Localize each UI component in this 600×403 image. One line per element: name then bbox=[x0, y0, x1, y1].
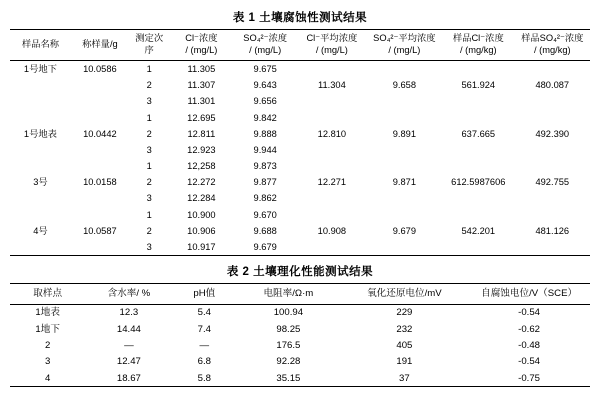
table2-row-cell: 232 bbox=[396, 323, 413, 335]
table1-row-cell: 9.842 bbox=[253, 112, 277, 123]
table1-row-cell: 1号地表 bbox=[23, 128, 57, 139]
table1-row-cell: 3 bbox=[146, 144, 152, 155]
table1-row-cell bbox=[71, 207, 129, 223]
table1-head bbox=[10, 30, 590, 61]
table1-row-cell bbox=[367, 94, 442, 110]
table2-row-cell: 7.4 bbox=[197, 323, 211, 335]
table2-head bbox=[10, 284, 590, 304]
table1-row-cell bbox=[71, 239, 129, 256]
table1-header-cell-2: 称样量/g bbox=[82, 38, 118, 49]
table1-row-cell bbox=[297, 110, 367, 126]
table2-row bbox=[10, 370, 590, 387]
table2-row-cell: 98.25 bbox=[276, 323, 301, 335]
table1-row-cell: 2 bbox=[146, 225, 152, 236]
table2-row-cell: 14.44 bbox=[116, 323, 141, 335]
table2-header-cell-3: pH值 bbox=[193, 288, 216, 300]
table1-row-cell bbox=[515, 158, 590, 174]
table1-row bbox=[10, 77, 590, 93]
table1-header-cell-9: 样品SO₄²⁻浓度 / (mg/kg) bbox=[521, 33, 584, 55]
table1-row-cell: 9.871 bbox=[392, 177, 416, 188]
table1-row bbox=[10, 191, 590, 207]
table1-row-cell bbox=[367, 142, 442, 158]
table2-row-cell: 1地下 bbox=[35, 323, 60, 335]
table2-header-cell-5: 氧化还原电位/mV bbox=[367, 288, 442, 300]
table1-row-cell bbox=[442, 110, 515, 126]
table1-row-cell: 9.670 bbox=[253, 209, 277, 220]
table1-row-cell bbox=[297, 142, 367, 158]
table1-row-cell bbox=[442, 142, 515, 158]
table1-row-cell bbox=[515, 110, 590, 126]
table2-row-cell: 5.8 bbox=[197, 372, 211, 384]
table1-row bbox=[10, 61, 590, 78]
table1-row-cell bbox=[10, 158, 71, 174]
table1-row-cell bbox=[10, 207, 71, 223]
table1-header-cell-8: 样品Cl⁻浓度 / (mg/kg) bbox=[452, 33, 504, 55]
table2-row-cell: 92.28 bbox=[276, 356, 301, 368]
table2-row-cell: 37 bbox=[399, 372, 410, 384]
table2-header-row bbox=[10, 284, 590, 304]
table1-row-cell bbox=[71, 94, 129, 110]
table1-row-cell: 2 bbox=[146, 80, 152, 91]
table1-row-cell bbox=[71, 191, 129, 207]
table1-row-cell bbox=[515, 94, 590, 110]
table1-row-cell: 1 bbox=[146, 63, 152, 74]
table1-row-cell: 2 bbox=[146, 177, 152, 188]
table1-row-cell: 9.862 bbox=[253, 193, 277, 204]
table1-row-cell bbox=[71, 110, 129, 126]
table1-row-cell bbox=[367, 239, 442, 256]
table1-row-cell bbox=[367, 191, 442, 207]
table2-row-cell: 12.47 bbox=[116, 356, 141, 368]
table1-row-cell bbox=[442, 191, 515, 207]
table1-row-cell: 9.888 bbox=[253, 128, 277, 139]
table1-row-cell: 11.307 bbox=[187, 80, 216, 91]
table2-header-cell-4: 电阻率/Ω·m bbox=[263, 288, 314, 300]
table1-row-cell bbox=[442, 239, 515, 256]
table1-row-cell: 1 bbox=[146, 161, 152, 172]
table2-title: 表 2 土壤理化性能测试结果 bbox=[226, 266, 374, 279]
table2-row-cell: 4 bbox=[45, 372, 51, 384]
table1-row-cell: 612.5987606 bbox=[451, 177, 506, 188]
table1-row-cell: 1 bbox=[146, 209, 152, 220]
table1-row bbox=[10, 175, 590, 191]
table1-row-cell: 9.679 bbox=[392, 225, 416, 236]
table1-header-cell-1: 样品名称 bbox=[21, 38, 60, 49]
table1-row bbox=[10, 110, 590, 126]
table1-row-cell bbox=[297, 158, 367, 174]
table1-row-cell: 492.755 bbox=[535, 177, 570, 188]
table2-row-cell: 35.15 bbox=[276, 372, 301, 384]
table1-row-cell bbox=[442, 207, 515, 223]
soil-physicochemical-results-table bbox=[10, 283, 590, 387]
table1-row-cell: 12.923 bbox=[187, 144, 216, 155]
table1-row-cell: 9.944 bbox=[253, 144, 277, 155]
table1-row-cell: 12.271 bbox=[317, 177, 347, 188]
table1-header-cell-6: Cl⁻平均浓度 / (mg/L) bbox=[306, 33, 358, 55]
table1-row-cell: 10.906 bbox=[187, 225, 216, 236]
table1-row bbox=[10, 142, 590, 158]
soil-corrosion-results-table bbox=[10, 29, 590, 256]
table1-header-cell-3: 测定次序 bbox=[135, 33, 164, 55]
table1-row-cell: 3 bbox=[146, 242, 152, 253]
table1-row-cell: 10.908 bbox=[317, 225, 347, 236]
table1-row-cell: 1 bbox=[146, 112, 152, 123]
table1-row-cell: 637.665 bbox=[461, 128, 496, 139]
table1-row-cell: 542.201 bbox=[461, 225, 496, 236]
table1-row-cell: 12.811 bbox=[187, 128, 216, 139]
table1-row-cell: 11.304 bbox=[318, 80, 346, 91]
table1-row bbox=[10, 223, 590, 239]
table1-row-cell bbox=[515, 142, 590, 158]
table2-row-cell: 191 bbox=[396, 356, 413, 368]
table1-row-cell: 480.087 bbox=[535, 80, 570, 91]
table2-row-cell: 5.4 bbox=[197, 307, 211, 319]
table1-header-cell-7: SO₄²⁻平均浓度 / (mg/L) bbox=[373, 33, 436, 55]
table1-row-cell bbox=[10, 110, 71, 126]
table1-row-cell bbox=[367, 110, 442, 126]
table1-row-cell: 9.873 bbox=[253, 161, 277, 172]
table2-row-cell: — bbox=[124, 339, 134, 351]
table2-row-cell: 18.67 bbox=[116, 372, 141, 384]
table1-row-cell: 12.695 bbox=[187, 112, 216, 123]
table1-row-cell bbox=[297, 207, 367, 223]
table1-row-cell: 492.390 bbox=[535, 128, 570, 139]
table2-row-cell: 176.5 bbox=[276, 339, 301, 351]
table2-row-cell: -0.62 bbox=[518, 323, 541, 335]
table1-row bbox=[10, 94, 590, 110]
table1-row-cell: 2 bbox=[146, 128, 152, 139]
table2-row bbox=[10, 321, 590, 337]
table1-row bbox=[10, 207, 590, 223]
table1-row-cell: 10.900 bbox=[187, 209, 216, 220]
table1-row-cell bbox=[297, 94, 367, 110]
table2-row-cell: 229 bbox=[396, 307, 413, 319]
table2-row-cell: — bbox=[199, 339, 210, 351]
table1-row-cell: 12.272 bbox=[187, 177, 216, 188]
table2-row bbox=[10, 354, 590, 370]
table1-row-cell: 561.924 bbox=[461, 80, 496, 91]
table1-row-cell: 12,258 bbox=[187, 161, 216, 172]
table2-header-cell-1: 取样点 bbox=[33, 288, 63, 300]
table2-row-cell: -0.54 bbox=[518, 356, 541, 368]
table1-row-cell: 9.877 bbox=[253, 177, 277, 188]
table2-row-cell: 100.94 bbox=[273, 307, 304, 319]
table1-row-cell bbox=[10, 142, 71, 158]
table1-row-cell bbox=[367, 207, 442, 223]
table1-row-cell bbox=[297, 239, 367, 256]
table1-row-cell: 11.305 bbox=[187, 63, 216, 74]
table2-row-cell: 3 bbox=[45, 356, 51, 368]
table1-row-cell: 9.675 bbox=[253, 63, 277, 74]
table1-row-cell bbox=[10, 239, 71, 256]
table1-row-cell: 481.126 bbox=[535, 225, 570, 236]
table1-row-cell: 10.917 bbox=[187, 242, 216, 253]
table1-row-cell bbox=[367, 158, 442, 174]
table2-header-cell-2: 含水率/ % bbox=[107, 288, 151, 300]
table2-row-cell: 2 bbox=[45, 339, 51, 351]
table1-title: 表 1 土壤腐蚀性测试结果 bbox=[232, 12, 368, 24]
table2-row bbox=[10, 304, 590, 321]
table1-row-cell: 10.0586 bbox=[83, 63, 117, 74]
table1-row-cell bbox=[71, 142, 129, 158]
table1-row-cell bbox=[442, 158, 515, 174]
table1-row-cell bbox=[515, 61, 590, 78]
table2-row-cell: -0.48 bbox=[518, 339, 541, 351]
table1-row-cell bbox=[442, 94, 515, 110]
table1-row-cell: 3 bbox=[146, 96, 152, 107]
table1-row-cell: 10.0442 bbox=[83, 128, 117, 139]
table1-row-cell bbox=[10, 77, 71, 93]
table1-row-cell: 11.301 bbox=[187, 96, 216, 107]
table1-row-cell bbox=[515, 191, 590, 207]
table1-row-cell: 12.284 bbox=[187, 193, 216, 204]
table1-body bbox=[10, 61, 590, 256]
table1-row-cell: 9.656 bbox=[253, 96, 277, 107]
table1-header-cell-5: SO₄²⁻浓度 / (mg/L) bbox=[243, 33, 288, 55]
table1-row-cell bbox=[71, 77, 129, 93]
table1-row-cell bbox=[10, 94, 71, 110]
table2-row bbox=[10, 337, 590, 353]
table1-row bbox=[10, 158, 590, 174]
table1-row-cell: 3号 bbox=[33, 177, 48, 188]
table2-row-cell: -0.54 bbox=[518, 307, 541, 319]
table1-row bbox=[10, 239, 590, 256]
table1-row-cell: 9.658 bbox=[392, 80, 416, 91]
table1-header-cell-4: Cl⁻浓度 / (mg/L) bbox=[185, 33, 218, 55]
table1-row-cell: 3 bbox=[146, 193, 152, 204]
table1-row-cell bbox=[442, 61, 515, 78]
table2-row-cell: 405 bbox=[396, 339, 413, 351]
table1-row-cell: 4号 bbox=[33, 225, 48, 236]
table1-row-cell: 9.891 bbox=[392, 128, 416, 139]
table1-row-cell bbox=[297, 191, 367, 207]
table1-row-cell: 9.688 bbox=[253, 225, 277, 236]
table1-row-cell: 12.810 bbox=[317, 128, 347, 139]
table1-row-cell: 9.643 bbox=[253, 80, 277, 91]
table1-header-row bbox=[10, 30, 590, 61]
table2-body bbox=[10, 304, 590, 387]
table1-row-cell: 1号地下 bbox=[23, 63, 57, 74]
table1-row-cell bbox=[515, 239, 590, 256]
table2-row-cell: 6.8 bbox=[197, 356, 211, 368]
table1-row-cell: 10.0158 bbox=[83, 177, 117, 188]
table1-row-cell: 9.679 bbox=[253, 242, 277, 253]
table1-row-cell bbox=[71, 158, 129, 174]
table2-row-cell: -0.75 bbox=[518, 372, 541, 384]
table1-row-cell bbox=[367, 61, 442, 78]
table1-row-cell bbox=[297, 61, 367, 78]
table2-row-cell: 12.3 bbox=[119, 307, 139, 319]
table1-row-cell bbox=[515, 207, 590, 223]
table2-row-cell: 1地表 bbox=[35, 307, 60, 319]
table1-row bbox=[10, 126, 590, 142]
table2-header-cell-6: 自腐蚀电位/V（SCE） bbox=[481, 288, 578, 300]
table1-row-cell: 10.0587 bbox=[83, 225, 117, 236]
table1-row-cell bbox=[10, 191, 71, 207]
